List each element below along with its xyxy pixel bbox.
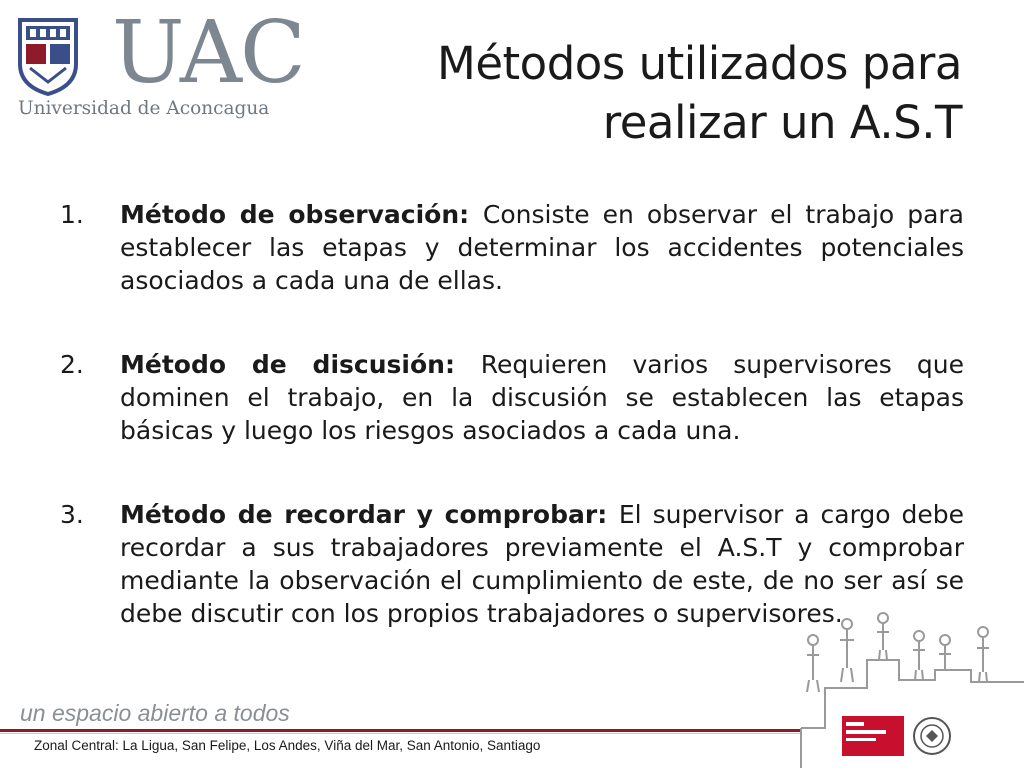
page-title [362, 34, 962, 152]
method-description: El supervisor a cargo debe recordar a sus trabajadores previamente el A.S.T y comprobar mediante la observación el cumplimiento de este, de no ser así se debe discutir con los propios trabajadores o supervisores. [120, 500, 965, 628]
method-name: Método de discusión: [120, 350, 481, 379]
uac-logo [16, 3, 304, 126]
logo-text: UAC [112, 3, 304, 103]
bureau-veritas-certification-icon [842, 716, 960, 756]
title-line-2: realizar un A.S.T [602, 96, 962, 149]
list-item [60, 198, 964, 297]
method-description: Requieren varios supervisores que dominen el trabajo, en la discusión se establecen las etapas básicas y luego los riesgos asociados a cada una. [120, 350, 964, 445]
logo-subtitle: Universidad de Aconcagua [18, 98, 270, 119]
item-number: 1. [60, 200, 84, 229]
title-line-1: Métodos utilizados para [437, 37, 962, 90]
item-number: 2. [60, 350, 84, 379]
list-item [60, 348, 964, 447]
footer-divider [0, 729, 800, 732]
zones-text: Zonal Central: La Ligua, San Felipe, Los Andes, Viña del Mar, San Antonio, Santiago [34, 738, 541, 753]
footer-divider-thin [0, 733, 800, 734]
methods-list [60, 198, 964, 630]
method-description: Consiste en observar el trabajo para establecer las etapas y determinar los accidentes potenciales asociados a cada una de ellas. [120, 200, 964, 295]
method-name: Método de recordar y comprobar: [120, 500, 619, 529]
uac-crest-icon [16, 16, 80, 96]
item-number: 3. [60, 500, 84, 529]
method-name: Método de observación: [120, 200, 483, 229]
slogan: un espacio abierto a todos [20, 700, 290, 726]
